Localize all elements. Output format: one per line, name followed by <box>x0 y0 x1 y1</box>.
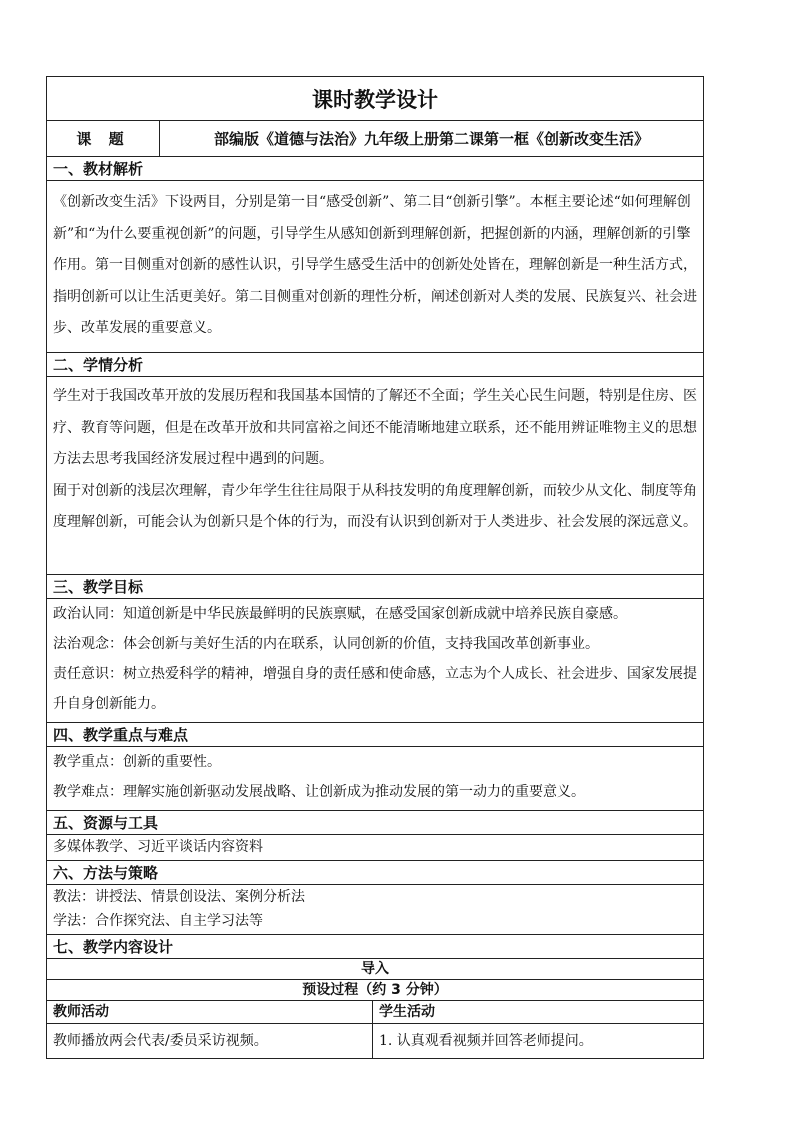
student-activity-cell: 1. 认真观看视频并回答老师提问。 <box>379 1033 593 1049</box>
section-body-resources <box>46 834 704 860</box>
section-heading-content-design: 七、教学内容设计 <box>46 934 704 958</box>
paragraph: 责任意识：树立热爱科学的精神，增强自身的责任感和使命感，立志为个人成长、社会进步、国家发展提升自身创新能力。 <box>53 666 697 712</box>
section-body-textbook-analysis <box>46 180 704 352</box>
section-body-key-points <box>46 746 704 810</box>
lesson-plan-table <box>46 76 704 1059</box>
section-heading-teaching-objectives: 三、教学目标 <box>46 574 704 598</box>
section-body-methods <box>46 884 704 934</box>
paragraph: 教法：讲授法、情景创设法、案例分析法 <box>53 889 305 905</box>
activity-header-row <box>46 1000 704 1023</box>
document-title <box>46 76 704 120</box>
topic-value: 部编版《道德与法治》九年级上册第二课第一框《创新改变生活》 <box>213 130 649 148</box>
section-heading-key-points: 四、教学重点与难点 <box>46 722 704 746</box>
paragraph: 政治认同：知道创新是中华民族最鲜明的民族禀赋，在感受国家创新成就中培养民族自豪感。 <box>53 606 627 622</box>
activity-row <box>46 1023 704 1059</box>
subheading-intro: 导入 <box>46 958 704 979</box>
subheading-preset-process: 预设过程（约 3 分钟） <box>46 979 704 1000</box>
paragraph: 教学重点：创新的重要性。 <box>53 754 221 770</box>
paragraph: 学生对于我国改革开放的发展历程和我国基本国情的了解还不全面；学生关心民生问题，特别是住房、医疗、教育等问题，但是在改革开放和共同富裕之间还不能清晰地建立联系，还不能用辨证唯物主义的思想方法去思考我国经济发展过程中遇到的问题。 <box>53 388 697 467</box>
paragraph: 学法：合作探究法、自主学习法等 <box>53 913 263 929</box>
topic-row <box>46 120 704 156</box>
section-heading-textbook-analysis: 一、教材解析 <box>46 156 704 180</box>
paragraph: 教学难点：理解实施创新驱动发展战略、让创新成为推动发展的第一动力的重要意义。 <box>53 784 585 800</box>
column-student-activity: 学生活动 <box>379 1004 435 1020</box>
topic-label: 课 题 <box>47 121 160 156</box>
paragraph: 法治观念：体会创新与美好生活的内在联系，认同创新的价值，支持我国改革创新事业。 <box>53 636 599 652</box>
section-body-student-analysis <box>46 376 704 574</box>
section-heading-methods: 六、方法与策略 <box>46 860 704 884</box>
paragraph: 多媒体教学、习近平谈话内容资料 <box>53 839 263 855</box>
paragraph: 《创新改变生活》下设两目，分别是第一目“感受创新”、第二目“创新引擎”。本框主要论述“如何理解创新”和“为什么要重视创新”的问题，引导学生从感知创新到理解创新，把握创新的内涵，理解创新的引擎作用。第一目侧重对创新的感性认识，引导学生感受生活中的创新处处皆在，理解创新是一种生活方式，指明创新可以让生活更美好。第二目侧重对创新的理性分析，阐述创新对人类的发展、民族复兴、社会进步、改革发展的重要意义。 <box>53 194 697 336</box>
section-heading-student-analysis: 二、学情分析 <box>46 352 704 376</box>
section-body-teaching-objectives <box>46 598 704 722</box>
teacher-activity-cell: 教师播放两会代表/委员采访视频。 <box>47 1024 373 1058</box>
paragraph: 囿于对创新的浅层次理解，青少年学生往往局限于从科技发明的角度理解创新，而较少从文化、制度等角度理解创新，可能会认为创新只是个体的行为，而没有认识到创新对于人类进步、社会发展的深远意义。 <box>53 482 697 530</box>
document-title-text: 课时教学设计 <box>312 87 438 112</box>
section-heading-resources: 五、资源与工具 <box>46 810 704 834</box>
column-teacher-activity: 教师活动 <box>47 1001 373 1023</box>
